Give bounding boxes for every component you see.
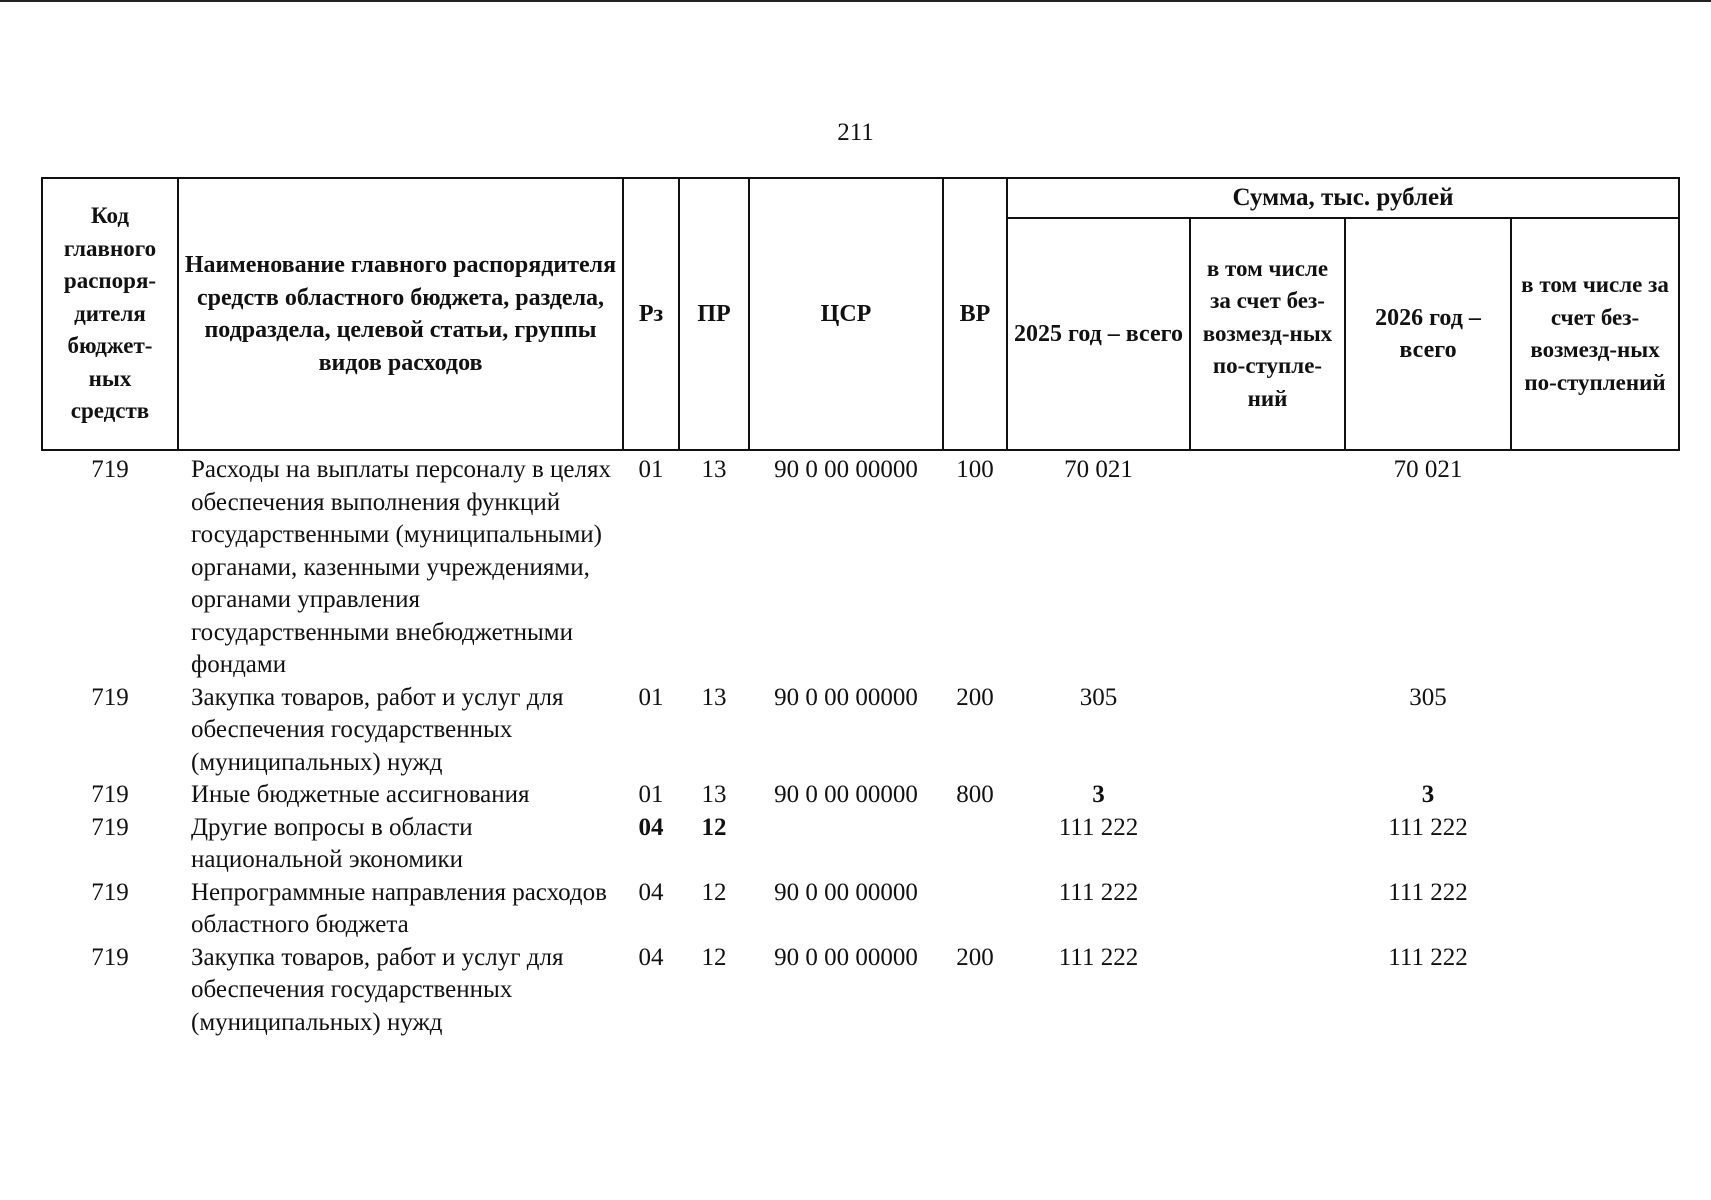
- header-vr: ВР: [943, 178, 1007, 450]
- header-2025-grants: в том числе за счет без-возмезд-ных по-ступле-ний: [1190, 218, 1345, 450]
- cell-code: 719: [91, 456, 129, 483]
- header-sum-group: Сумма, тыс. рублей: [1007, 178, 1679, 218]
- cell-2026-total: 111 222: [1388, 813, 1468, 841]
- table-row: [42, 682, 1679, 780]
- cell-2026-total: 3: [1421, 781, 1435, 808]
- cell-vr: 100: [956, 456, 994, 483]
- budget-table: [41, 177, 1680, 1039]
- cell-code: 719: [91, 943, 129, 971]
- cell-csr: 90 0 00 00000: [774, 683, 918, 711]
- cell-code: 719: [91, 683, 129, 711]
- cell-pr: 12: [701, 813, 727, 841]
- cell-code: 719: [91, 781, 129, 808]
- cell-2026-total: 111 222: [1388, 943, 1468, 971]
- cell-2026-grants: [1511, 779, 1679, 812]
- cell-rz: 01: [638, 683, 664, 711]
- cell-name: Непрограммные направления расходов областного бюджета: [191, 878, 607, 938]
- header-2026-total: 2026 год – всего: [1345, 218, 1511, 450]
- cell-vr: [943, 877, 1007, 942]
- header-2026-grants: в том числе за счет без-возмезд-ных по-ступлений: [1511, 218, 1679, 450]
- cell-2025-grants: [1190, 812, 1345, 877]
- cell-csr: 90 0 00 00000: [774, 878, 918, 906]
- cell-pr: 12: [701, 878, 727, 906]
- cell-2025-total: 305: [1079, 683, 1118, 711]
- header-2025-total: 2025 год – всего: [1007, 218, 1190, 450]
- cell-2026-grants: [1511, 877, 1679, 942]
- cell-2026-grants: [1511, 812, 1679, 877]
- cell-name: Закупка товаров, работ и услуг для обеспечения государственных (муниципальных) нужд: [191, 683, 564, 776]
- cell-pr: 13: [701, 781, 727, 808]
- cell-name: Другие вопросы в области национальной экономики: [191, 813, 473, 873]
- cell-2025-grants: [1190, 450, 1345, 682]
- table-row: [42, 779, 1679, 812]
- cell-2026-grants: [1511, 682, 1679, 780]
- header-name: Наименование главного распорядителя средств областного бюджета, раздела, подраздела, целевой статьи, группы видов расходов: [178, 178, 623, 450]
- cell-2025-total: 111 222: [1058, 878, 1139, 906]
- cell-csr: 90 0 00 00000: [774, 943, 918, 971]
- table-row: [42, 877, 1679, 942]
- cell-rz: 01: [638, 456, 664, 483]
- table-row: [42, 450, 1679, 682]
- cell-2025-grants: [1190, 682, 1345, 780]
- cell-code: 719: [91, 813, 129, 841]
- page-number: 211: [837, 119, 874, 146]
- cell-2026-total: 111 222: [1388, 878, 1468, 906]
- cell-name: Закупка товаров, работ и услуг для обеспечения государственных (муниципальных) нужд: [191, 943, 564, 1036]
- cell-2026-total: 305: [1409, 683, 1447, 711]
- header-rz: Рз: [623, 178, 679, 450]
- cell-2025-grants: [1190, 779, 1345, 812]
- cell-vr: 200: [956, 683, 994, 711]
- cell-name: Расходы на выплаты персоналу в целях обеспечения выполнения функций государственными (муниципальными) органами, казенными учреждениями, органами управления государственными внебюджетными фондами: [191, 456, 611, 678]
- table-row: [42, 812, 1679, 877]
- cell-2025-total: 70 021: [1064, 456, 1133, 483]
- table-header: [42, 178, 1679, 450]
- table-row: [42, 942, 1679, 1040]
- cell-code: 719: [91, 878, 129, 906]
- cell-rz: 04: [638, 878, 664, 906]
- cell-csr: [749, 812, 943, 877]
- top-rule: [0, 0, 1711, 2]
- cell-pr: 12: [701, 943, 727, 971]
- cell-vr: 200: [956, 943, 994, 971]
- cell-csr: 90 0 00 00000: [774, 781, 918, 808]
- header-code: Код главного распоря-дителя бюджет-ных средств: [42, 178, 178, 450]
- cell-2025-grants: [1190, 877, 1345, 942]
- cell-2025-grants: [1190, 942, 1345, 1040]
- cell-pr: 13: [701, 683, 727, 711]
- cell-2025-total: 111 222: [1058, 813, 1139, 841]
- table-body: [42, 450, 1679, 1039]
- cell-2026-total: 70 021: [1393, 456, 1463, 483]
- cell-vr: 800: [956, 781, 994, 808]
- cell-rz: 01: [638, 781, 664, 808]
- cell-pr: 13: [701, 456, 727, 483]
- cell-2026-grants: [1511, 942, 1679, 1040]
- cell-rz: 04: [638, 813, 664, 841]
- cell-name: Иные бюджетные ассигнования: [191, 781, 530, 808]
- cell-2026-grants: [1511, 450, 1679, 682]
- cell-rz: 04: [638, 943, 664, 971]
- cell-vr: [943, 812, 1007, 877]
- header-csr: ЦСР: [749, 178, 943, 450]
- cell-2025-total: 111 222: [1058, 943, 1139, 971]
- cell-2025-total: 3: [1092, 781, 1105, 808]
- cell-csr: 90 0 00 00000: [774, 456, 918, 483]
- header-pr: ПР: [679, 178, 749, 450]
